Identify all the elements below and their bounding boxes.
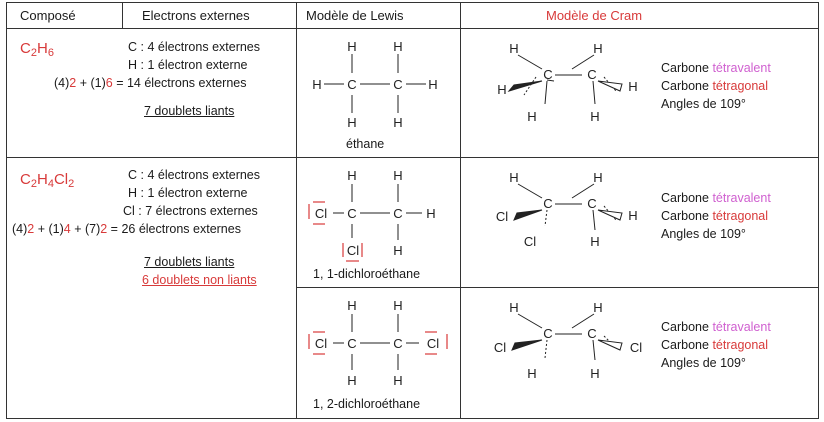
atom-h: H <box>509 300 519 315</box>
atom-c: C <box>393 206 403 221</box>
atom-h: H <box>590 234 600 249</box>
atom-h: H <box>593 41 603 56</box>
cram-line-2: Carbone tétragonal <box>661 209 769 223</box>
cram-line-1: Carbone tétravalent <box>661 320 771 334</box>
atom-cl: Cl <box>493 340 507 355</box>
cram-line-1: Carbone tétravalent <box>661 191 771 205</box>
lewis-1-1-name: 1, 1-dichloroéthane <box>313 267 421 281</box>
cram-line-3: Angles de 109° <box>661 356 746 370</box>
atom-cl: Cl <box>346 243 360 258</box>
electrons-h-line: H : 1 électron externe <box>128 58 248 72</box>
doublets-liants: 7 doublets liants <box>144 255 235 269</box>
atom-h: H <box>393 115 403 130</box>
atom-c: C <box>587 196 597 211</box>
atom-cl: Cl <box>314 206 328 221</box>
atom-h: H <box>393 39 403 54</box>
cram-line-1: Carbone tétravalent <box>661 61 771 75</box>
header-lewis: Modèle de Lewis <box>306 8 404 23</box>
atom-h: H <box>428 77 438 92</box>
cram-1-2-dichloroethane <box>462 288 652 418</box>
atom-h: H <box>527 109 537 124</box>
atom-h: H <box>593 170 603 185</box>
electrons-h-line: H : 1 électron externe <box>128 186 248 200</box>
lewis-1-2-name: 1, 2-dichloroéthane <box>313 397 421 411</box>
atom-c: C <box>393 336 403 351</box>
atom-h: H <box>593 300 603 315</box>
cram-line-3: Angles de 109° <box>661 227 746 241</box>
atom-c: C <box>543 326 553 341</box>
atom-h: H <box>590 366 600 381</box>
atom-h: H <box>509 41 519 56</box>
electrons-c-line: C : 4 électrons externes <box>128 40 261 54</box>
atom-h: H <box>393 373 403 388</box>
atom-h: H <box>527 366 537 381</box>
header-electrons: Electrons externes <box>142 8 250 23</box>
atom-cl: Cl <box>495 209 509 224</box>
atom-h: H <box>347 168 357 183</box>
atom-h: H <box>347 39 357 54</box>
atom-h: H <box>628 208 638 223</box>
atom-c: C <box>393 77 403 92</box>
formula-ethane: $C_2H_6$ <box>20 40 54 59</box>
atom-h: H <box>426 206 436 221</box>
atom-h: H <box>347 373 357 388</box>
atom-h: H <box>393 168 403 183</box>
atom-c: C <box>587 326 597 341</box>
atom-cl: Cl <box>426 336 440 351</box>
atom-cl: Cl <box>629 340 643 355</box>
electrons-c-line: C : 4 électrons externes <box>128 168 261 182</box>
atom-h: H <box>312 77 322 92</box>
header-cram: Modèle de Cram <box>546 8 643 23</box>
atom-c: C <box>543 196 553 211</box>
cram-line-3: Angles de 109° <box>661 97 746 111</box>
atom-h: H <box>347 115 357 130</box>
electrons-cl-line: Cl : 7 électrons externes <box>123 204 258 218</box>
atom-h: H <box>497 82 507 97</box>
atom-cl: Cl <box>523 234 537 249</box>
atom-h: H <box>628 79 638 94</box>
doublets-non-liants: 6 doublets non liants <box>142 273 257 287</box>
atom-cl: Cl <box>314 336 328 351</box>
atom-h: H <box>590 109 600 124</box>
atom-c: C <box>587 67 597 82</box>
cram-line-2: Carbone tétragonal <box>661 79 769 93</box>
atom-h: H <box>393 298 403 313</box>
electrons-sum: (4)2 + (1)4 + (7)2 = 26 électrons externes <box>12 222 241 236</box>
atom-c: C <box>347 206 357 221</box>
header-compose: Composé <box>20 8 76 23</box>
formula-dichloroethane: $C_2H_4Cl_2$ <box>20 171 75 190</box>
doublets-liants: 7 doublets liants <box>144 104 235 118</box>
electrons-sum: (4)2 + (1)6 = 14 électrons externes <box>54 76 247 90</box>
atom-c: C <box>543 67 553 82</box>
atom-c: C <box>347 336 357 351</box>
cram-line-2: Carbone tétragonal <box>661 338 769 352</box>
cram-1-1-dichloroethane <box>462 158 652 286</box>
atom-h: H <box>347 298 357 313</box>
atom-c: C <box>347 77 357 92</box>
cram-ethane <box>462 29 652 157</box>
atom-h: H <box>509 170 519 185</box>
lewis-ethane-name: éthane <box>346 137 385 151</box>
atom-h: H <box>393 243 403 258</box>
